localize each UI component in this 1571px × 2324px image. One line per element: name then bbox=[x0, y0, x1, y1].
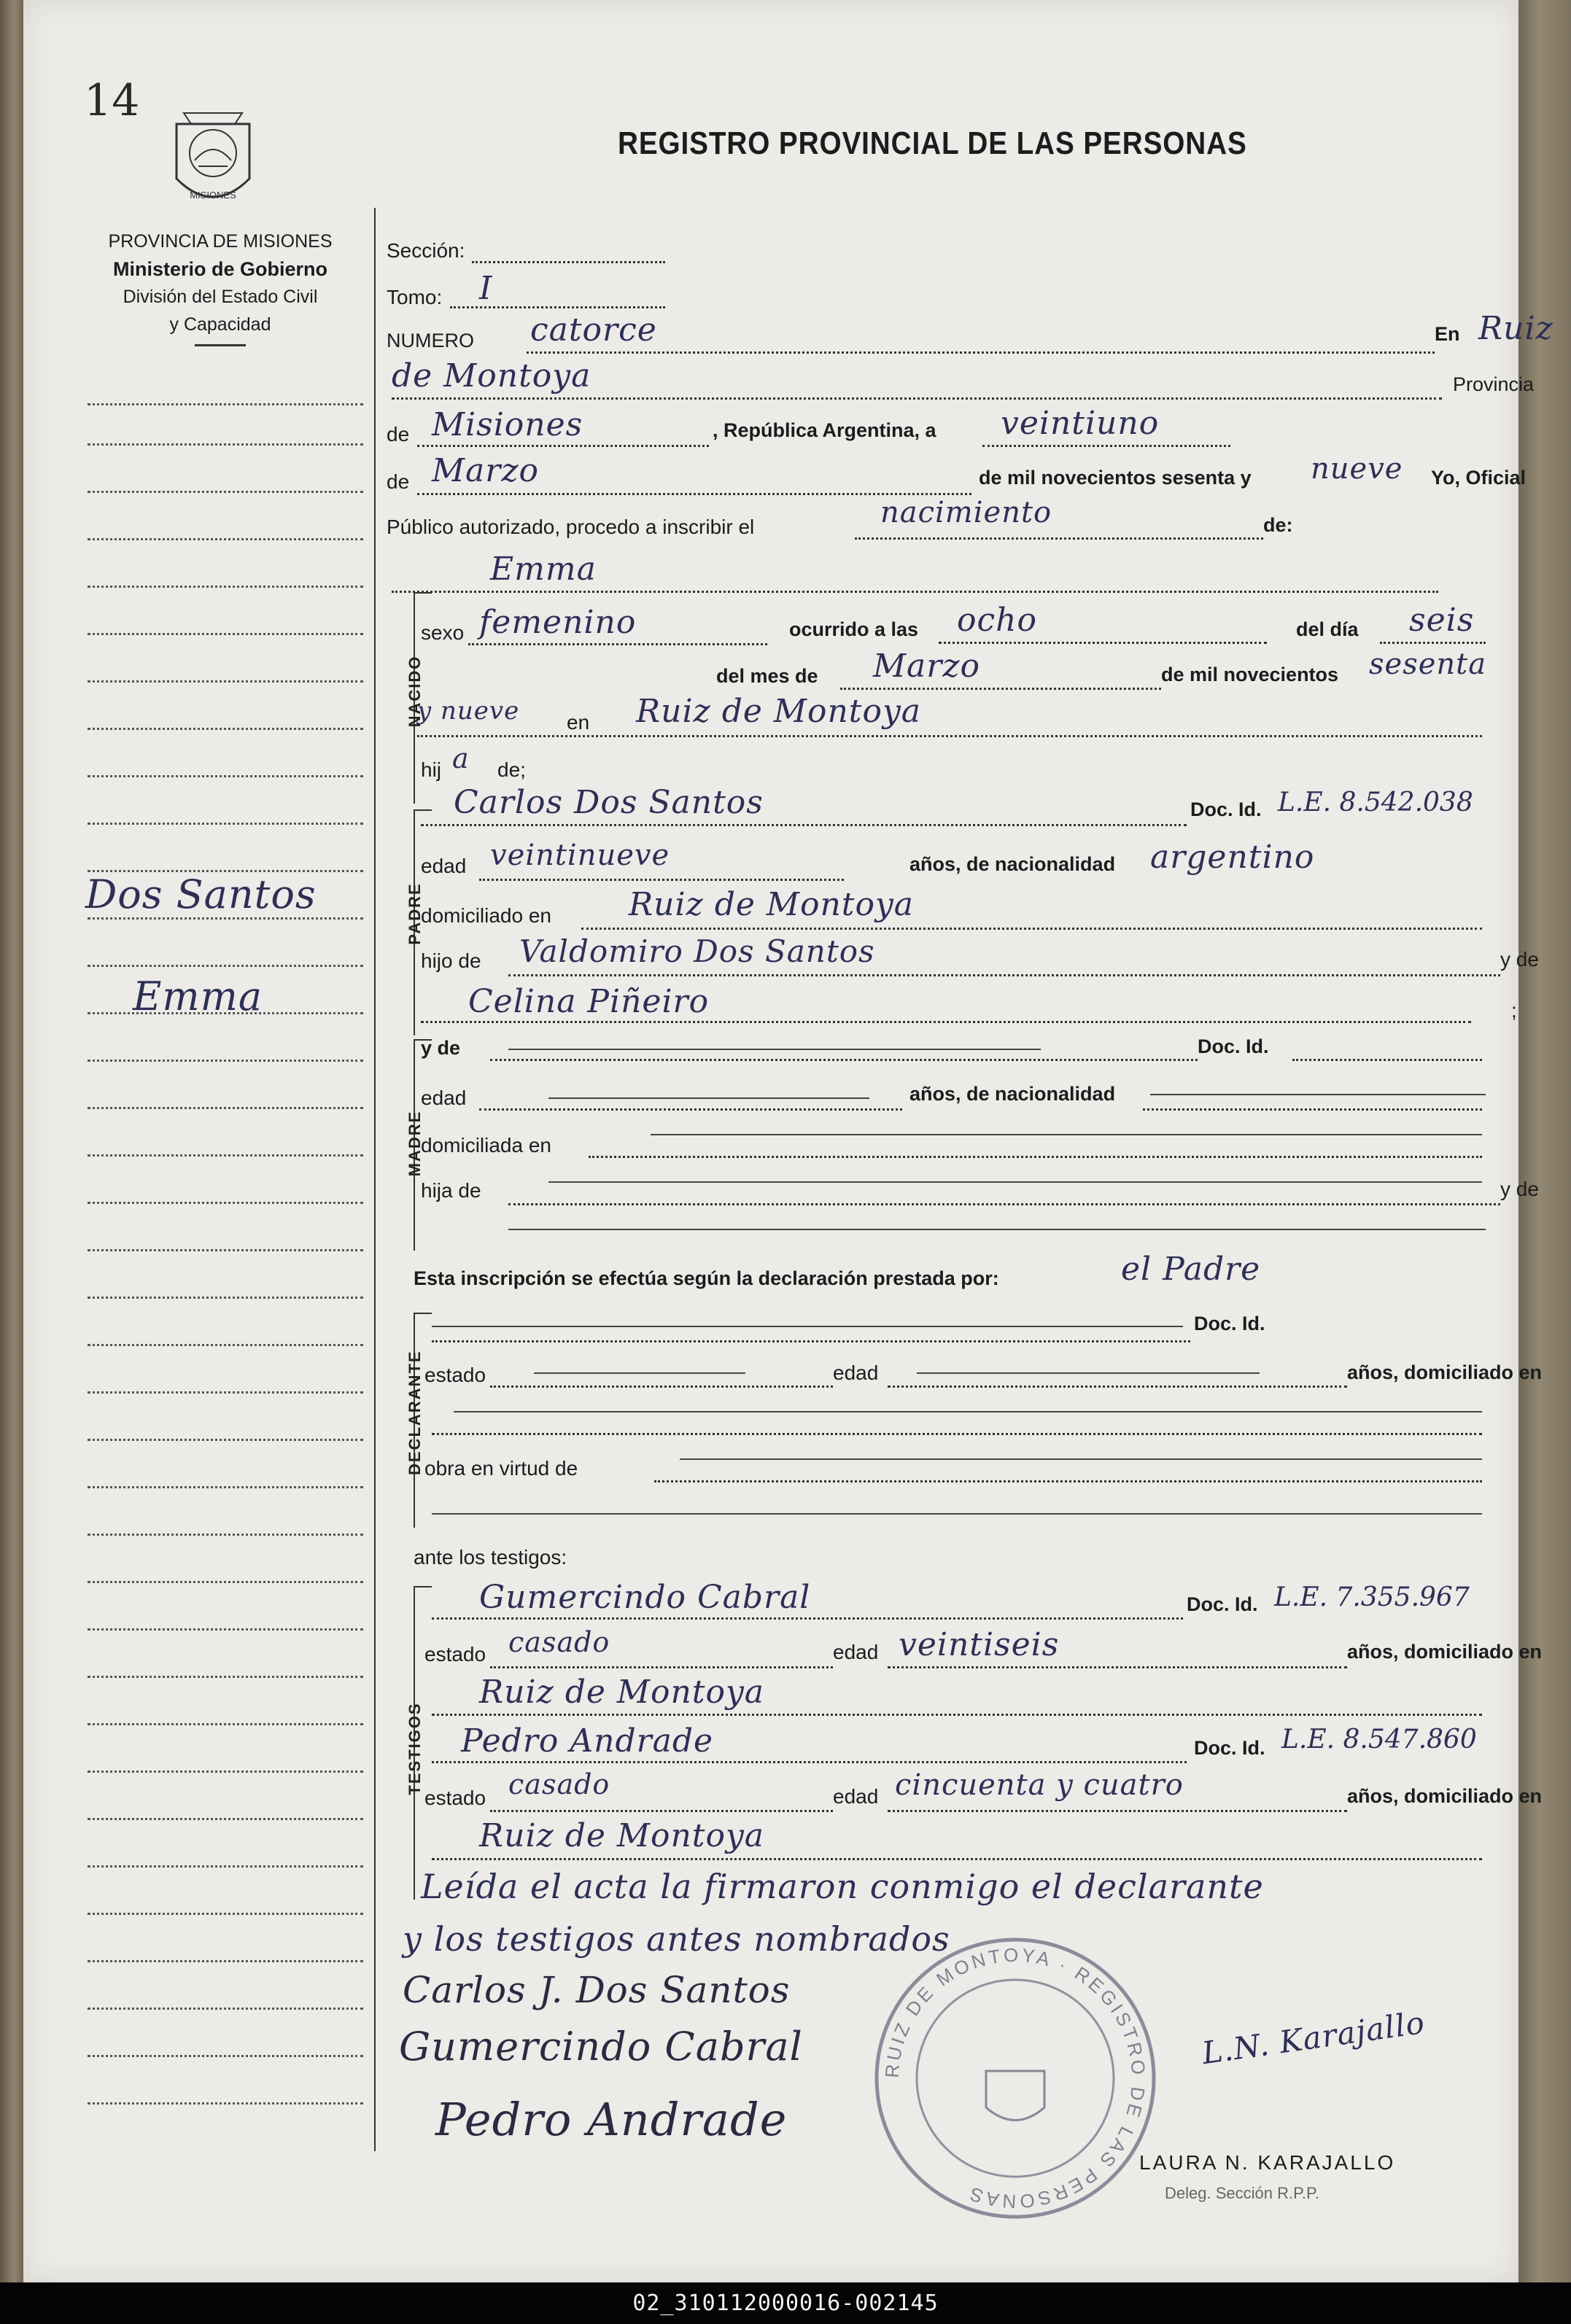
obra-label: obra en virtud de bbox=[424, 1457, 578, 1480]
seccion-label: Sección: bbox=[387, 239, 465, 262]
madre-edad-label: edad bbox=[421, 1087, 467, 1109]
abuelo-value: Valdomiro Dos Santos bbox=[519, 933, 875, 969]
de-mil2-label: de mil novecientos bbox=[1161, 664, 1339, 685]
acto-value: nacimiento bbox=[880, 496, 1052, 529]
en2-label: en bbox=[567, 711, 590, 734]
padre-doc-label: Doc. Id. bbox=[1190, 798, 1262, 820]
declarante-value: el Padre bbox=[1121, 1251, 1261, 1288]
hija-de-label: hija de bbox=[421, 1179, 481, 1202]
nombre-value: Emma bbox=[490, 551, 597, 588]
office-ministry: Ministerio de Gobierno bbox=[112, 258, 328, 280]
signature-testigo1: Gumercindo Cabral bbox=[399, 2024, 803, 2070]
margin-surname: Dos Santos bbox=[85, 871, 317, 917]
provincia-label: Provincia bbox=[1453, 373, 1535, 395]
ocurrido-label: ocurrido a las bbox=[789, 618, 919, 640]
declarante-edad-label: edad bbox=[833, 1361, 879, 1384]
testigo1-estado-value: casado bbox=[508, 1626, 610, 1658]
testigo2-anos-label: años, domiciliado en bbox=[1347, 1785, 1543, 1807]
testigo2-estado-value: casado bbox=[508, 1768, 610, 1800]
publico-label: Público autorizado, procedo a inscribir el bbox=[387, 516, 755, 538]
madre-doc-label: Doc. Id. bbox=[1198, 1035, 1269, 1057]
oficial-title: Deleg. Sección R.P.P. bbox=[1165, 2184, 1319, 2202]
padre-nombre-value: Carlos Dos Santos bbox=[454, 784, 764, 821]
padre-nac-value: argentino bbox=[1150, 839, 1315, 876]
signature-testigo2: Pedro Andrade bbox=[435, 2093, 788, 2146]
de2-label: de bbox=[387, 470, 410, 493]
y-de-label: y de bbox=[1500, 948, 1539, 971]
section-declarante: DECLARANTE bbox=[406, 1350, 424, 1475]
de-semicolon-label: de; bbox=[497, 758, 526, 781]
testigo1-doc-value: L.E. 7.355.967 bbox=[1274, 1582, 1470, 1612]
hij-label: hij bbox=[421, 758, 442, 781]
numero-value: catorce bbox=[530, 311, 657, 349]
padre-edad-value: veintinueve bbox=[490, 839, 670, 872]
testigo2-value: Pedro Andrade bbox=[461, 1722, 714, 1760]
office-province: PROVINCIA DE MISIONES bbox=[108, 231, 333, 252]
svg-text:MISIONES: MISIONES bbox=[190, 190, 236, 201]
page-title: REGISTRO PROVINCIAL DE LAS PERSONAS bbox=[618, 125, 1247, 161]
semicolon-label: ; bbox=[1511, 999, 1517, 1022]
sexo-value: femenino bbox=[479, 604, 637, 641]
page-number: 14 bbox=[84, 75, 140, 126]
en-value: Ruiz bbox=[1478, 310, 1553, 347]
svg-text:RUIZ DE MONTOYA · REGISTRO DE: RUIZ DE MONTOYA · REGISTRO DE LAS PERSONAS bbox=[880, 1943, 1150, 2213]
tomo-value: I bbox=[479, 270, 493, 307]
localidad-value: de Montoya bbox=[392, 357, 591, 395]
testigo1-anos-label: años, domiciliado en bbox=[1347, 1641, 1543, 1663]
section-padre: PADRE bbox=[406, 882, 424, 945]
testigo1-estado-label: estado bbox=[424, 1643, 486, 1666]
padre-doc-value: L.E. 8.542.038 bbox=[1278, 788, 1473, 817]
de-mil-label: de mil novecientos sesenta y bbox=[979, 467, 1252, 489]
provincia-value: Misiones bbox=[432, 406, 583, 443]
del-dia-label: del día bbox=[1296, 618, 1359, 640]
section-madre: MADRE bbox=[406, 1110, 424, 1177]
signature-declarante: Carlos J. Dos Santos bbox=[403, 1969, 791, 2011]
testigo2-doc-label: Doc. Id. bbox=[1194, 1737, 1265, 1759]
de-label: de bbox=[387, 423, 410, 446]
madre-y-de-label: y de bbox=[421, 1037, 461, 1059]
inscripcion-label: Esta inscripción se efectúa según la declaración prestada por: bbox=[414, 1267, 999, 1289]
madre-y-de3-label: y de bbox=[1500, 1178, 1539, 1200]
official-stamp-icon bbox=[862, 1925, 1168, 2231]
padre-domicilio-label: domiciliado en bbox=[421, 904, 551, 927]
hijo-de-label: hijo de bbox=[421, 949, 481, 972]
hij-suffix-value: a bbox=[452, 742, 470, 774]
testigo2-doc-value: L.E. 8.547.860 bbox=[1281, 1725, 1477, 1754]
madre-nac-label: años, de nacionalidad bbox=[909, 1083, 1116, 1105]
abuela-value: Celina Piñeiro bbox=[468, 983, 710, 1020]
section-nacido: NACIDO bbox=[406, 655, 424, 728]
en-label: En bbox=[1435, 323, 1460, 345]
closing-line-2: y los testigos antes nombrados bbox=[403, 1919, 950, 1959]
testigo2-edad-value: cincuenta y cuatro bbox=[895, 1768, 1184, 1802]
anio-value: sesenta bbox=[1369, 648, 1487, 681]
anio2-value: y nueve bbox=[417, 696, 520, 726]
testigo1-domicilio-value: Ruiz de Montoya bbox=[479, 1674, 765, 1711]
book-binding-edge bbox=[0, 0, 23, 2324]
testigo1-edad-value: veintiseis bbox=[899, 1626, 1060, 1663]
yo-oficial-label: Yo, Oficial bbox=[1431, 467, 1527, 489]
testigo1-value: Gumercindo Cabral bbox=[479, 1579, 811, 1616]
anio-inscripcion-value: nueve bbox=[1311, 452, 1403, 486]
image-caption: 02_310112000016-002145 bbox=[0, 2282, 1571, 2324]
de-colon-label: de: bbox=[1263, 514, 1293, 536]
padre-domicilio-value: Ruiz de Montoya bbox=[629, 886, 915, 923]
section-testigos: TESTIGOS bbox=[406, 1702, 424, 1795]
provincial-seal-icon bbox=[162, 109, 264, 219]
numero-label: NUMERO bbox=[387, 330, 474, 351]
sexo-label: sexo bbox=[421, 621, 465, 644]
declarante-estado-label: estado bbox=[424, 1364, 486, 1386]
ante-label: ante los testigos: bbox=[414, 1546, 567, 1569]
padre-edad-label: edad bbox=[421, 855, 467, 877]
mes-inscripcion-value: Marzo bbox=[432, 452, 539, 489]
office-division: División del Estado Civil bbox=[123, 287, 318, 307]
testigo2-edad-label: edad bbox=[833, 1785, 879, 1808]
lugar-value: Ruiz de Montoya bbox=[636, 693, 922, 730]
testigo2-estado-label: estado bbox=[424, 1787, 486, 1809]
register-page bbox=[23, 0, 1553, 2282]
office-capacity: y Capacidad bbox=[169, 314, 271, 335]
del-mes-label: del mes de bbox=[716, 665, 818, 687]
signature-oficial: L.N. Karajallo bbox=[1200, 2004, 1427, 2072]
mes-value: Marzo bbox=[873, 648, 980, 685]
testigo1-doc-label: Doc. Id. bbox=[1187, 1593, 1258, 1615]
closing-line-1: Leída el acta la firmaron conmigo el declarante bbox=[421, 1867, 1264, 1906]
oficial-name: LAURA N. KARAJALLO bbox=[1139, 2151, 1396, 2174]
dia-value: seis bbox=[1409, 602, 1475, 639]
padre-nac-label: años, de nacionalidad bbox=[909, 853, 1116, 875]
tomo-label: Tomo: bbox=[387, 286, 443, 308]
margin-name: Emma bbox=[133, 973, 263, 1019]
dia-inscripcion-value: veintiuno bbox=[1001, 405, 1160, 442]
republica-label: , República Argentina, a bbox=[713, 419, 936, 441]
hora-value: ocho bbox=[957, 602, 1037, 639]
testigo2-domicilio-value: Ruiz de Montoya bbox=[479, 1817, 765, 1854]
madre-domicilio-label: domiciliada en bbox=[421, 1134, 551, 1157]
testigo1-edad-label: edad bbox=[833, 1641, 879, 1663]
declarante-doc-label: Doc. Id. bbox=[1194, 1313, 1265, 1334]
declarante-anos-label: años, domiciliado en bbox=[1347, 1361, 1543, 1383]
